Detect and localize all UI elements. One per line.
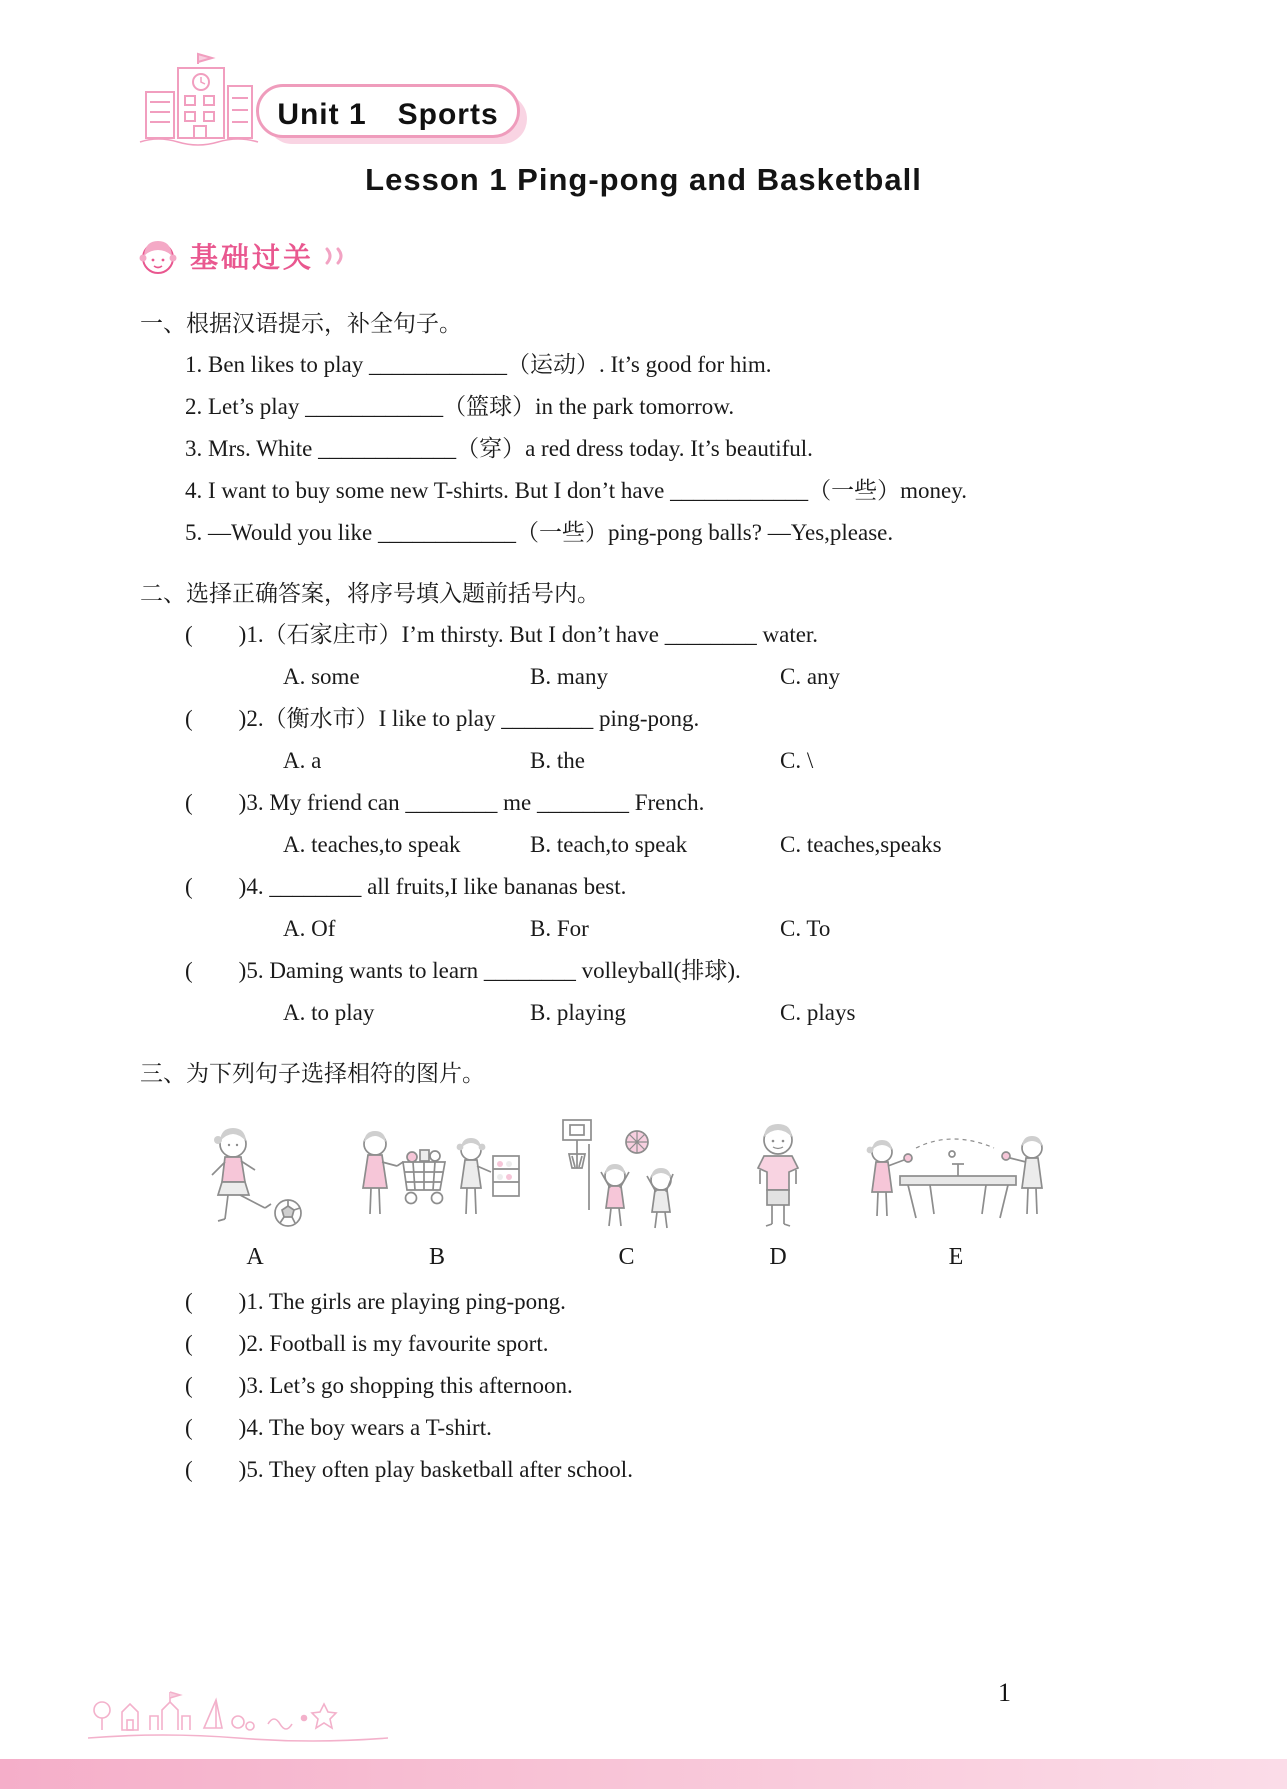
picture-label: C (618, 1244, 635, 1270)
option-c: C. any (780, 664, 841, 689)
section-one-heading: 一、根据汉语提示，补全句子。 (140, 310, 462, 336)
section-three-heading: 三、为下列句子选择相符的图片。 (140, 1060, 485, 1086)
choice-question-5-stem: ( )5. Daming wants to learn ________ volleyball(排球). (185, 958, 741, 983)
unit-banner-label: Unit 1 Sports (277, 98, 499, 131)
fill-blank-item-3: 3. Mrs. White ____________（穿）a red dress today. It’s beautiful. (185, 436, 813, 461)
fill-blank-item-2: 2. Let’s play ____________（篮球）in the park tomorrow. (185, 394, 735, 419)
unit-banner (256, 84, 520, 138)
picture-option-b (351, 1112, 523, 1271)
choice-question-4-options (283, 908, 1154, 950)
choice-question-4-stem: ( )4. ________ all fruits,I like bananas best. (185, 874, 627, 899)
option-a: A. a (283, 748, 322, 773)
picture-matching-row (185, 1112, 1154, 1271)
picture-option-e (852, 1112, 1060, 1271)
section-badge-row (136, 234, 358, 278)
footer-pink-strip (0, 1759, 1287, 1789)
fill-blank-item-4: 4. I want to buy some new T-shirts. But I don’t have ____________（一些）money. (185, 478, 967, 503)
girl-kicking-football-illustration (185, 1112, 325, 1232)
picture-option-c (549, 1112, 704, 1271)
choice-question-3-options (283, 824, 1154, 866)
match-item-1: ( )1. The girls are playing ping-pong. (185, 1289, 566, 1314)
option-b: B. playing (530, 1000, 626, 1025)
match-item-3: ( )3. Let’s go shopping this afternoon. (185, 1373, 573, 1398)
option-b: B. teach,to speak (530, 832, 688, 857)
picture-label: D (769, 1244, 787, 1270)
option-b: B. the (530, 748, 585, 773)
option-c: C. teaches,speaks (780, 832, 942, 857)
match-item-2: ( )2. Football is my favourite sport. (185, 1331, 549, 1356)
option-a: A. some (283, 664, 360, 689)
girl-face-icon (136, 234, 180, 278)
picture-option-d (730, 1112, 826, 1271)
option-c: C. plays (780, 1000, 856, 1025)
kids-playing-basketball-illustration (549, 1112, 704, 1232)
choice-question-1-stem: ( )1.（石家庄市）I’m thirsty. But I don’t have ________ water. (185, 622, 819, 647)
kids-playing-ping-pong-illustration (852, 1112, 1060, 1232)
option-a: A. Of (283, 916, 336, 941)
option-b: B. For (530, 916, 589, 941)
worksheet-content (140, 302, 1154, 1491)
choice-question-1-options (283, 656, 1154, 698)
school-building-illustration (138, 50, 260, 152)
picture-label: E (948, 1244, 964, 1270)
fill-blank-item-1: 1. Ben likes to play ____________（运动）. It’s good for him. (185, 352, 772, 377)
page-number: 1 (998, 1678, 1011, 1707)
picture-option-a (185, 1112, 325, 1271)
choice-question-2-options (283, 740, 1154, 782)
kids-shopping-cart-illustration (351, 1112, 523, 1232)
fill-blank-item-5: 5. —Would you like ____________（一些）ping-pong balls? —Yes,please. (185, 520, 894, 545)
section-badge: 基础过关 (190, 242, 315, 273)
match-item-4: ( )4. The boy wears a T-shirt. (185, 1415, 492, 1440)
option-c: C. To (780, 916, 831, 941)
picture-label: A (246, 1244, 264, 1270)
choice-question-5-options (283, 992, 1154, 1034)
option-a: A. teaches,to speak (283, 832, 461, 857)
picture-label: B (428, 1244, 445, 1270)
match-item-5: ( )5. They often play basketball after school. (185, 1457, 633, 1482)
option-c: C. \ (780, 748, 814, 773)
choice-question-2-stem: ( )2.（衡水市）I like to play ________ ping-pong. (185, 706, 700, 731)
option-b: B. many (530, 664, 608, 689)
choice-question-3-stem: ( )3. My friend can ________ me ________ French. (185, 790, 705, 815)
lesson-title: Lesson 1 Ping-pong and Basketball (365, 162, 922, 197)
section-two-heading: 二、选择正确答案，将序号填入题前括号内。 (140, 580, 600, 606)
badge-squiggle-decoration (324, 245, 358, 267)
footer-doodle-illustration (88, 1664, 388, 1742)
boy-standing-t-shirt-illustration (730, 1112, 826, 1232)
option-a: A. to play (283, 1000, 375, 1025)
